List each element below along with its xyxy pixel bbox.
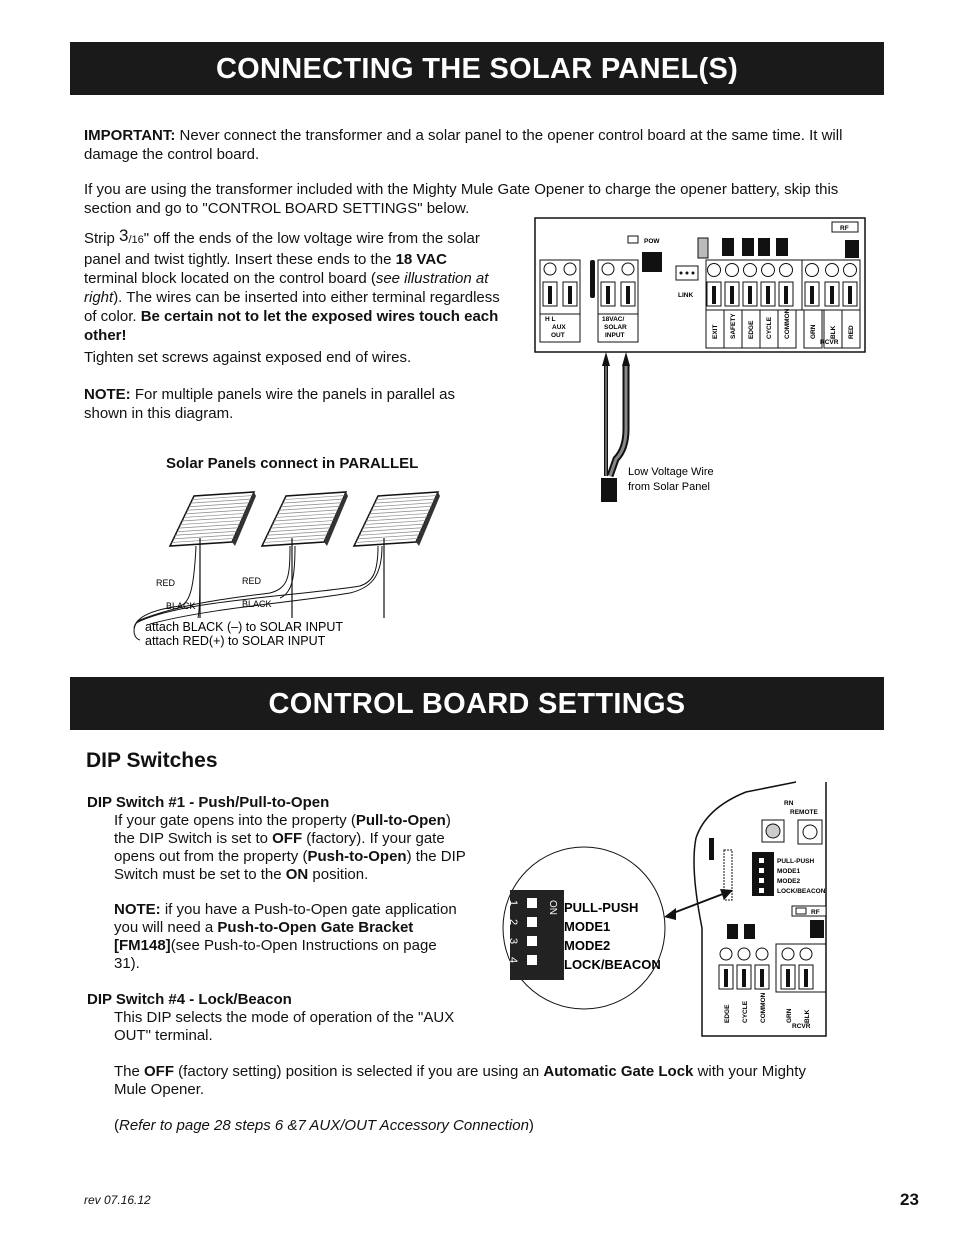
svg-text:LOCK/BEACON: LOCK/BEACON [777, 888, 826, 895]
dip-label-1: PULL-PUSH [564, 900, 639, 915]
terminal-label-exit: EXIT [712, 324, 719, 339]
refer-text: (Refer to page 28 steps 6 &7 AUX/OUT Accessory Connection) [114, 1117, 534, 1134]
dip1-text: If your gate opens into the property (Pull-to-Open) the DIP Switch is set to OFF (factory). If your gate opens out from the property (Push-to-Open) the DIP Switch must be set to the ON position. [114, 812, 466, 883]
svg-text:INPUT: INPUT [605, 332, 625, 339]
svg-text:18VAC/: 18VAC/ [602, 316, 625, 323]
svg-text:RN: RN [784, 800, 794, 807]
note-paragraph: NOTE: For multiple panels wire the panels in parallel as shown in this diagram. [84, 386, 456, 422]
dip-label-2: MODE1 [564, 919, 611, 934]
wire-label-1: Low Voltage Wire [628, 466, 714, 478]
rcvr-label: RCVR [820, 339, 839, 346]
terminal-label-safety: SAFETY [730, 313, 737, 339]
svg-text:SOLAR: SOLAR [604, 324, 627, 331]
svg-text:H L: H L [545, 316, 556, 323]
dip-terminal-blk: BLK [804, 1009, 811, 1023]
terminal-strip [706, 260, 860, 348]
dip-label-4: LOCK/BEACON [564, 957, 661, 972]
dip-terminal-edge: EDGE [724, 1004, 731, 1023]
terminal-label-grn: GRN [810, 324, 817, 339]
panels-title: Solar Panels connect in PARALLEL [166, 455, 419, 472]
page-number: 23 [900, 1190, 919, 1209]
dip-heading: DIP Switches [86, 749, 218, 772]
dip-num-4: 4 [507, 957, 519, 964]
dip-terminal-common: COMMON [760, 992, 767, 1023]
black-label-1: BLACK [166, 601, 196, 611]
svg-text:ON: ON [547, 900, 558, 915]
dip-label-3: MODE2 [564, 938, 611, 953]
terminal-label-red: RED [848, 325, 855, 339]
solar-panel-3 [354, 492, 440, 618]
dip-num-2: 2 [507, 919, 519, 926]
remote-label: REMOTE [790, 809, 818, 816]
dip-terminal-cycle: CYCLE [742, 1000, 749, 1023]
dip4-title: DIP Switch #4 - Lock/Beacon [87, 991, 292, 1008]
terminal-label-cycle: CYCLE [766, 316, 773, 339]
dip1-title: DIP Switch #1 - Push/Pull-to-Open [87, 794, 330, 811]
tighten-paragraph: Tighten set screws against exposed end of wires. [84, 349, 412, 366]
svg-text:OUT: OUT [551, 332, 565, 339]
terminal-label-common: COMMON [784, 308, 791, 339]
wire-label-2: from Solar Panel [628, 481, 710, 493]
revision-text: rev 07.16.12 [84, 1193, 151, 1207]
dip-note: NOTE: if you have a Push-to-Open gate application you will need a Push-to-Open Gate Bracket [FM148](see Push-to-Open Instructions on page 31). [114, 901, 457, 972]
dip-switch-diagram [496, 778, 840, 1040]
svg-text:MODE2: MODE2 [777, 878, 801, 885]
svg-text:AUX: AUX [552, 324, 566, 331]
section-banner-control: CONTROL BOARD SETTINGS [70, 677, 884, 730]
aux-out-terminal [540, 260, 580, 342]
rf-label: RF [840, 225, 849, 232]
attach-red: attach RED(+) to SOLAR INPUT [145, 634, 326, 648]
pow-label: POW [644, 238, 660, 245]
dip-num-1: 1 [507, 900, 519, 907]
section-banner-solar: CONNECTING THE SOLAR PANEL(S) [70, 42, 884, 95]
transformer-paragraph: If you are using the transformer included with the Mighty Mule Gate Opener to charge the opener battery, skip this section and go to "CONTROL BOARD SETTINGS" below. [84, 181, 839, 217]
terminal-label-blk: BLK [830, 325, 837, 339]
dip4-text: This DIP selects the mode of operation of the "AUX OUT" terminal. [114, 1009, 455, 1044]
control-board-diagram [530, 214, 870, 504]
red-label-2: RED [242, 576, 262, 586]
dip-rcvr-label: RCVR [792, 1023, 811, 1030]
strip-paragraph: Strip 3/16" off the ends of the low voltage wire from the solar panel and twist tightly. Insert these ends to the 18 VAC terminal block located on the control board (see illustration at right). The wires can be inserted into either terminal regardless of color. Be certain not to let the exposed wires touch each other! [84, 226, 500, 344]
svg-text:MODE1: MODE1 [777, 868, 801, 875]
off-text: The OFF (factory setting) position is selected if you are using an Automatic Gate Lock with your Mighty Mule Opener. [114, 1063, 806, 1098]
solar-input-terminal [598, 260, 638, 342]
black-label-2: BLACK [242, 599, 272, 609]
attach-black: attach BLACK (–) to SOLAR INPUT [145, 620, 343, 634]
red-label-1: RED [156, 578, 176, 588]
important-paragraph: IMPORTANT: Never connect the transformer and a solar panel to the opener control board at the same time. It will damage the control board. [84, 127, 843, 163]
link-label: LINK [678, 292, 694, 299]
dip-num-3: 3 [507, 938, 519, 945]
solar-panels-diagram [120, 478, 460, 653]
terminal-label-edge: EDGE [748, 320, 755, 339]
dip-terminal-grn: GRN [786, 1008, 793, 1023]
svg-text:PULL-PUSH: PULL-PUSH [777, 858, 815, 865]
svg-text:RF: RF [811, 909, 820, 916]
